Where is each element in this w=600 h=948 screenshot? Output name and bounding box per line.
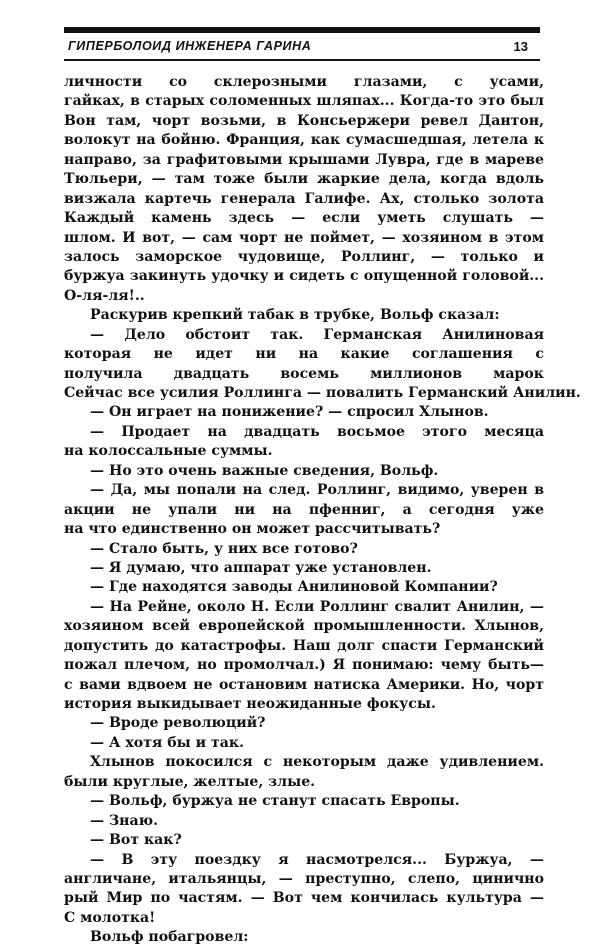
- page-number: 13: [513, 38, 528, 54]
- running-title: ГИПЕРБОЛОИД ИНЖЕНЕРА ГАРИНА: [68, 39, 312, 53]
- text-line: волокут на бойню. Франция, как сумасшедшая, летела к: [64, 132, 544, 149]
- text-line: Каждый камень здесь — если уметь слушать —: [64, 210, 544, 227]
- text-line: залось заморское чудовище, Роллинг, — только и: [64, 248, 544, 265]
- text-line: — Он играет на понижение? — спросил Хлынов.: [90, 404, 489, 421]
- text-line: — На Рейне, около Н. Если Роллинг свалит Анилин, —: [90, 598, 544, 615]
- text-line: — Но это очень важные сведения, Вольф.: [90, 462, 439, 479]
- body-text: [64, 73, 581, 948]
- text-line: — В эту поездку я насмотрелся... Буржуа, —: [90, 851, 544, 868]
- text-line: С молотка!: [64, 909, 156, 926]
- text-line: Хлынов покосился с некоторым даже удивлением.: [90, 754, 544, 771]
- text-line: Раскурив крепкий табак в трубке, Вольф сказал:: [90, 307, 500, 324]
- header-rule-top: [64, 27, 540, 33]
- text-line: были круглые, желтые, злые.: [64, 773, 316, 790]
- text-line: Вон там, чорт возьми, в Консьержери ревел Дантон,: [64, 112, 544, 129]
- text-line: англичане, итальянцы, — преступно, слепо, цинично: [64, 870, 544, 887]
- text-line: — Вроде революций?: [90, 715, 266, 732]
- text-line: — Знаю.: [90, 812, 158, 829]
- text-line: пожал плечом, но промолчал.) Я понимаю: чему быть—: [64, 657, 544, 674]
- text-line: — Вольф, буржуа не станут спасать Европы.: [90, 793, 460, 810]
- text-line: визжала картечь генерала Галифе. Ах, столько золота: [64, 190, 544, 207]
- text-line: — А хотя бы и так.: [90, 734, 244, 751]
- text-line: шлом. И вот, — сам чорт не поймет, — хозяином в этом: [64, 229, 544, 246]
- text-line: с вами вдвоем не остановим натиска Америки. Но, чорт: [64, 676, 544, 693]
- text-line: на что единственно он может рассчитывать?: [64, 521, 441, 538]
- text-line: история выкидывает неожиданные фокусы.: [64, 696, 436, 712]
- text-line: буржуа закинуть удочку и сидеть с опущенной головой...: [64, 268, 544, 285]
- text-line: — Дело обстоит так. Германская Анилиновая: [90, 326, 544, 343]
- text-line: рый Мир по частям. — Вот чем кончилась культура —: [64, 890, 544, 907]
- text-line: гайках, в старых соломенных шляпах... Когда-то это был: [64, 93, 544, 110]
- text-line: — Стало быть, у них все готово?: [90, 540, 358, 557]
- text-line: которая не идет ни на какие соглашения с: [64, 346, 544, 363]
- page-header: [68, 36, 528, 56]
- text-line: направо, за графитовыми крышами Лувра, где в мареве: [64, 151, 544, 168]
- text-line: Тюльери, — там тоже были жаркие дела, когда вдоль: [64, 171, 544, 188]
- text-line: акции не упали ни на пфенниг, а сегодня уже: [64, 501, 544, 518]
- text-line: допустить до катастрофы. Наш долг спасти Германский: [64, 637, 544, 654]
- text-line: получила двадцать восемь миллионов марок: [64, 365, 544, 382]
- text-line: — Да, мы попали на след. Роллинг, видимо, уверен в: [90, 482, 544, 499]
- text-line: Сейчас все усилия Роллинга — повалить Германский Анилин.: [64, 385, 581, 401]
- text-line: — Вот как?: [90, 832, 182, 849]
- text-line: — Продает на двадцать восьмое этого месяца: [90, 423, 544, 440]
- text-line: — Где находятся заводы Анилиновой Компании?: [90, 579, 498, 596]
- text-line: Вольф побагровел:: [90, 929, 249, 946]
- text-line: — Я думаю, что аппарат уже установлен.: [90, 559, 432, 576]
- text-line: О-ля-ля!..: [64, 287, 145, 304]
- text-line: личности со склерозными глазами, с усами,: [64, 74, 544, 90]
- header-rule-bottom: [64, 59, 540, 61]
- text-line: хозяином всей европейской промышленности. Хлынов,: [64, 618, 544, 635]
- text-line: на колоссальные суммы.: [64, 443, 273, 460]
